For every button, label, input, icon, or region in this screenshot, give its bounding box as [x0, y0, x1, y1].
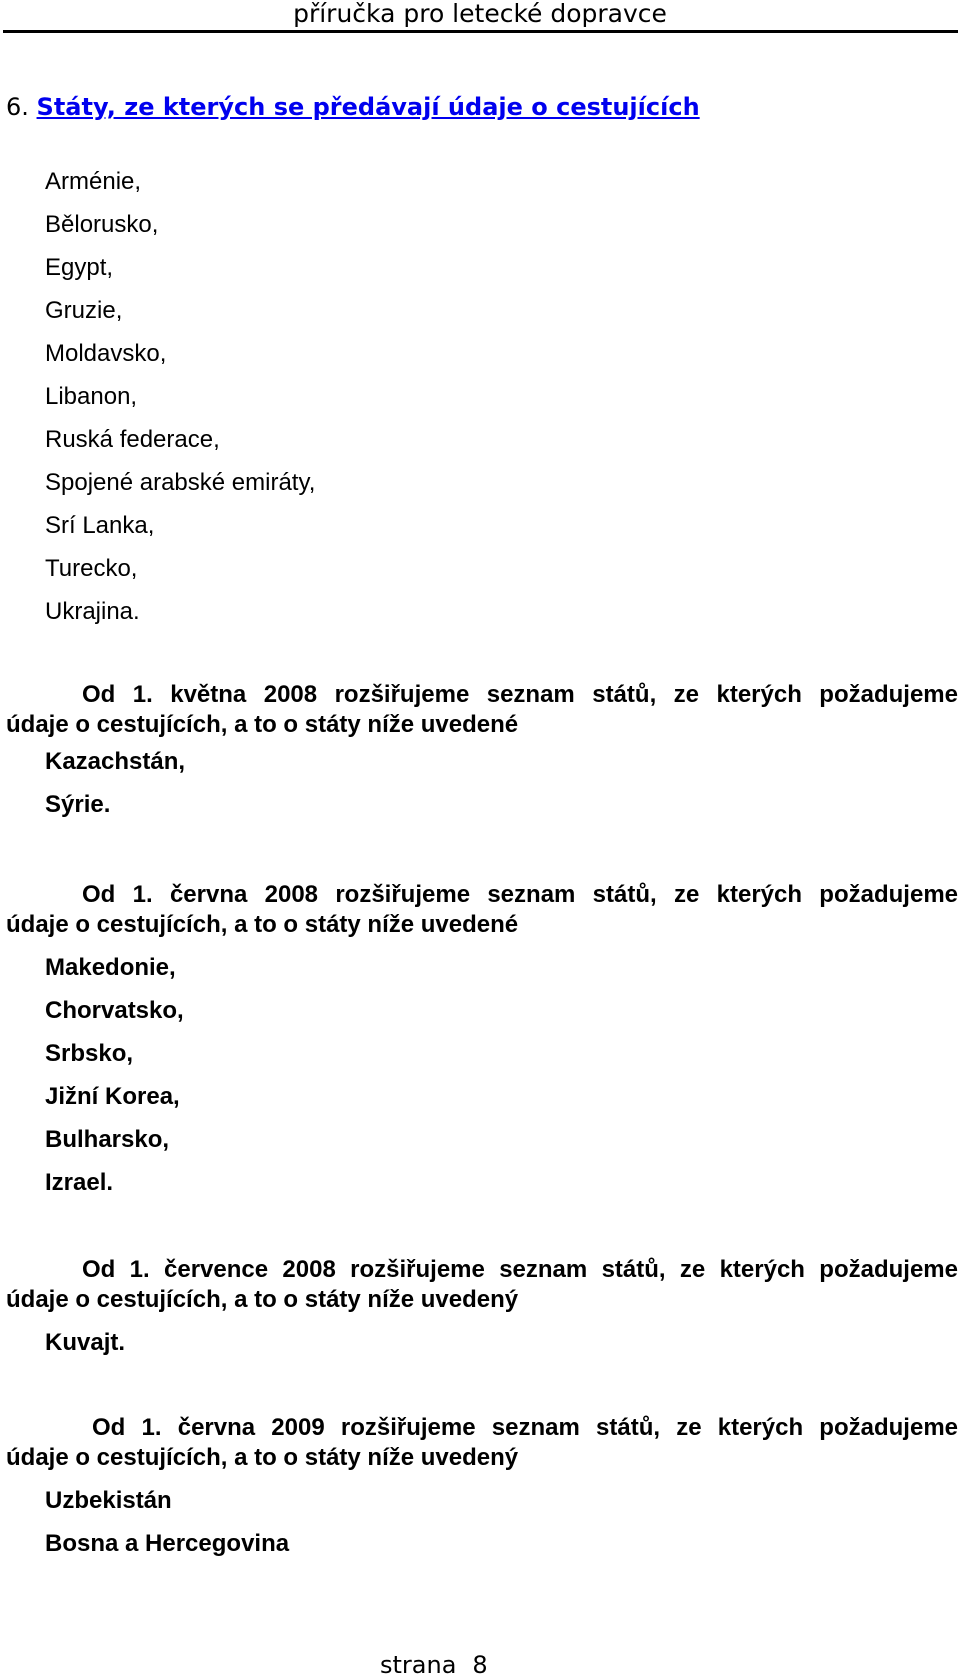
page-header-title: příručka pro letecké dopravce	[293, 0, 667, 28]
list-item: Jižní Korea,	[45, 1083, 180, 1110]
paragraph-line: údaje o cestujících, a to o státy níže uvedené	[6, 911, 519, 938]
list-item: Bosna a Hercegovina	[45, 1530, 290, 1557]
list-item: Kazachstán,	[45, 748, 186, 775]
list-item: Makedonie,	[45, 954, 176, 981]
paragraph-line: Od 1. června 2009 rozšiřujeme seznam států, ze kterých požadujeme	[92, 1414, 958, 1441]
country-list-july-2008	[45, 1321, 125, 1364]
page-number: 8	[472, 1651, 488, 1679]
footer-label: strana	[380, 1651, 457, 1679]
list-item: Uzbekistán	[45, 1487, 172, 1514]
section-title-link[interactable]: Státy, ze kterých se předávají údaje o cestujících	[36, 93, 700, 121]
list-item: Bulharsko,	[45, 1126, 170, 1153]
list-item: Turecko,	[45, 555, 138, 582]
list-item: Gruzie,	[45, 297, 123, 324]
page-footer	[380, 1651, 488, 1679]
extension-paragraph-july-2008	[6, 1255, 958, 1315]
country-list-may-2008	[45, 740, 185, 826]
extension-paragraph-june-2008	[6, 880, 958, 940]
paragraph-line: údaje o cestujících, a to o státy níže uvedený	[6, 1444, 519, 1471]
list-item: Libanon,	[45, 383, 138, 410]
list-item: Ruská federace,	[45, 426, 220, 453]
initial-country-list	[45, 160, 315, 633]
paragraph-line: údaje o cestujících, a to o státy níže uvedený	[6, 1286, 519, 1313]
extension-paragraph-june-2009	[6, 1413, 958, 1473]
list-item: Srbsko,	[45, 1040, 134, 1067]
list-item: Kuvajt.	[45, 1329, 126, 1356]
list-item: Chorvatsko,	[45, 997, 184, 1024]
country-list-june-2008	[45, 946, 184, 1204]
list-item: Izrael.	[45, 1169, 114, 1196]
paragraph-line: Od 1. května 2008 rozšiřujeme seznam států, ze kterých požadujeme	[82, 681, 958, 708]
list-item: Egypt,	[45, 254, 114, 281]
list-item: Ukrajina.	[45, 598, 140, 625]
header-divider	[3, 30, 958, 33]
section-heading	[6, 92, 700, 122]
extension-paragraph-may-2008	[6, 680, 958, 740]
paragraph-line: údaje o cestujících, a to o státy níže uvedené	[6, 711, 519, 738]
paragraph-line: Od 1. června 2008 rozšiřujeme seznam států, ze kterých požadujeme	[82, 881, 958, 908]
list-item: Sýrie.	[45, 791, 111, 818]
list-item: Spojené arabské emiráty,	[45, 469, 316, 496]
list-item: Moldavsko,	[45, 340, 167, 367]
country-list-june-2009	[45, 1479, 289, 1565]
list-item: Arménie,	[45, 168, 142, 195]
paragraph-line: Od 1. července 2008 rozšiřujeme seznam států, ze kterých požadujeme	[82, 1256, 958, 1283]
section-number: 6.	[6, 93, 29, 121]
list-item: Bělorusko,	[45, 211, 159, 238]
list-item: Srí Lanka,	[45, 512, 155, 539]
